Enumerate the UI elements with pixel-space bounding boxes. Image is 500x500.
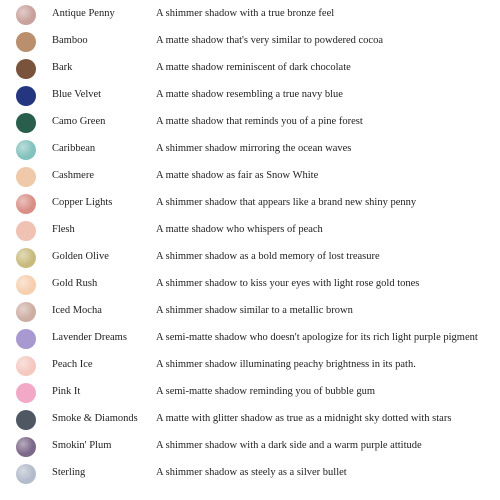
shade-name: Golden Olive: [52, 251, 109, 262]
shade-name: Sterling: [52, 467, 86, 478]
color-swatch: [16, 194, 36, 214]
color-swatch: [16, 356, 36, 376]
color-swatch: [16, 86, 36, 106]
shade-row: [0, 110, 500, 137]
shade-row: [0, 245, 500, 272]
color-swatch: [16, 464, 36, 484]
shade-row: [0, 434, 500, 461]
shade-row: [0, 191, 500, 218]
shade-description: A matte with glitter shadow as true as a midnight sky dotted with stars: [156, 413, 452, 424]
shade-row: [0, 164, 500, 191]
color-swatch: [16, 5, 36, 25]
shade-row: [0, 326, 500, 353]
color-swatch: [16, 275, 36, 295]
shade-row: [0, 461, 500, 488]
shade-name: Smokin' Plum: [52, 440, 112, 451]
shade-description: A matte shadow resembling a true navy blue: [156, 89, 343, 100]
shade-name: Bark: [52, 62, 73, 73]
shade-name: Smoke & Diamonds: [52, 413, 138, 424]
shade-description: A matte shadow as fair as Snow White: [156, 170, 319, 181]
shade-row: [0, 218, 500, 245]
shade-row: [0, 272, 500, 299]
shade-row: [0, 56, 500, 83]
shade-name: Flesh: [52, 224, 75, 235]
color-swatch: [16, 248, 36, 268]
shade-description: A shimmer shadow with a dark side and a warm purple attitude: [156, 440, 422, 451]
color-swatch: [16, 113, 36, 133]
shade-name: Iced Mocha: [52, 305, 102, 316]
shade-description: A matte shadow that's very similar to powdered cocoa: [156, 35, 383, 46]
shade-name: Cashmere: [52, 170, 94, 181]
color-swatch: [16, 329, 36, 349]
color-swatch: [16, 437, 36, 457]
color-swatch: [16, 221, 36, 241]
shade-description: A shimmer shadow as a bold memory of lost treasure: [156, 251, 380, 262]
shade-name: Caribbean: [52, 143, 96, 154]
color-swatch: [16, 32, 36, 52]
shade-description: A matte shadow who whispers of peach: [156, 224, 323, 235]
shade-row: [0, 137, 500, 164]
shade-name: Gold Rush: [52, 278, 98, 289]
shade-name: Blue Velvet: [52, 89, 102, 100]
shade-description: A matte shadow that reminds you of a pine forest: [156, 116, 363, 127]
shade-description: A shimmer shadow illuminating peachy brightness in its path.: [156, 359, 416, 370]
shade-description: A semi-matte shadow who doesn't apologize for its rich light purple pigment: [156, 332, 478, 343]
color-swatch: [16, 302, 36, 322]
shade-description: A shimmer shadow with a true bronze feel: [156, 8, 335, 19]
color-swatch: [16, 383, 36, 403]
shade-row: [0, 407, 500, 434]
shade-row: [0, 29, 500, 56]
shade-name: Pink It: [52, 386, 81, 397]
color-swatch: [16, 167, 36, 187]
shade-name: Bamboo: [52, 35, 88, 46]
shade-description: A shimmer shadow mirroring the ocean waves: [156, 143, 352, 154]
shade-name: Lavender Dreams: [52, 332, 127, 343]
shade-name: Camo Green: [52, 116, 106, 127]
color-swatch: [16, 59, 36, 79]
shade-row: [0, 2, 500, 29]
shade-name: Antique Penny: [52, 8, 115, 19]
color-swatch: [16, 140, 36, 160]
shade-name: Copper Lights: [52, 197, 113, 208]
shade-description: A shimmer shadow that appears like a brand new shiny penny: [156, 197, 417, 208]
shade-name: Peach Ice: [52, 359, 93, 370]
shade-description: A shimmer shadow as steely as a silver bullet: [156, 467, 347, 478]
shade-description: A matte shadow reminiscent of dark chocolate: [156, 62, 351, 73]
shade-description: A shimmer shadow to kiss your eyes with light rose gold tones: [156, 278, 420, 289]
shade-row: [0, 299, 500, 326]
shade-description: A shimmer shadow similar to a metallic brown: [156, 305, 353, 316]
shade-row: [0, 353, 500, 380]
shade-description: A semi-matte shadow reminding you of bubble gum: [156, 386, 376, 397]
color-swatch: [16, 410, 36, 430]
shade-row: [0, 380, 500, 407]
shade-row: [0, 83, 500, 110]
